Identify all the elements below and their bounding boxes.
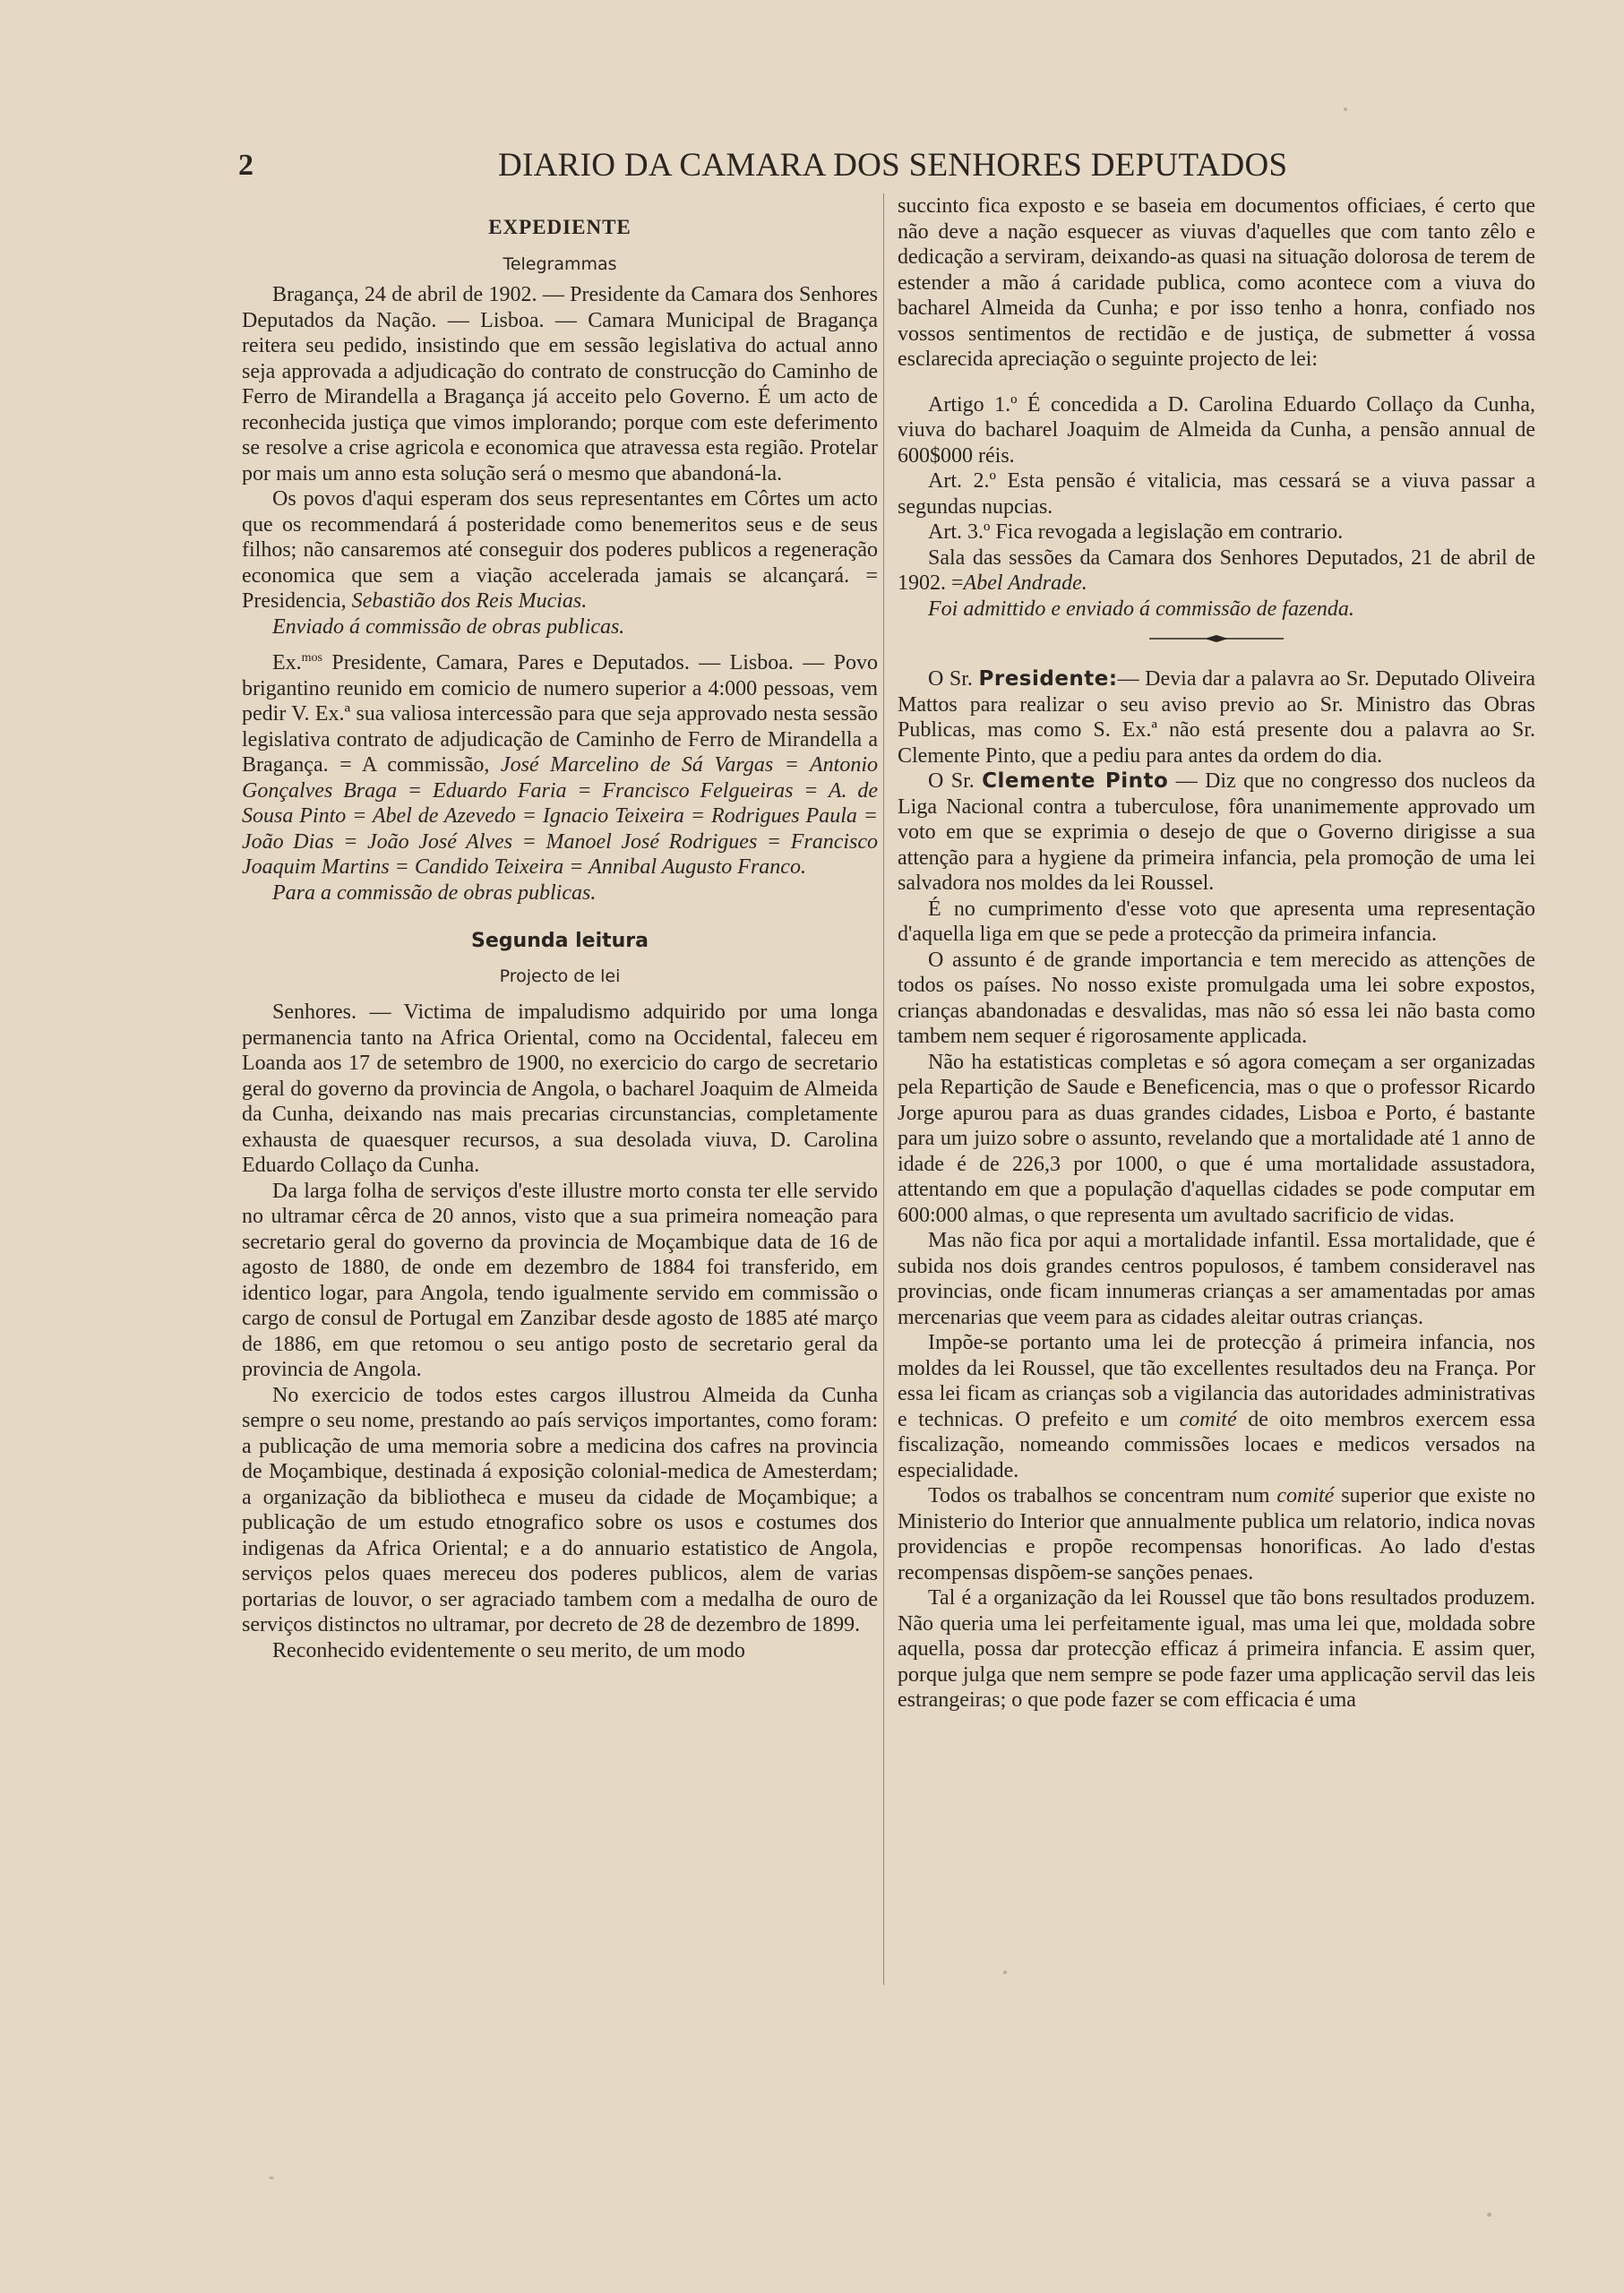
presidente-speech: O Sr. Presidente:— Devia dar a palavra ao Sr. Deputado Oliveira Mattos para realizar o seu aviso previo ao Sr. Ministro das Obras Publicas, mas como S. Ex.ª não está presente dou a palavra ao Sr. Clemente Pinto, que a pediu para antes da ordem do dia. xyxy=(898,667,1535,768)
sala-signature: Sala das sessões da Camara dos Senhores Deputados, 21 de abril de 1902. =Abel Andrade. xyxy=(898,545,1535,595)
subheading-telegrammas: Telegrammas xyxy=(503,253,617,274)
telegram-1-continued: Os povos d'aqui esperam dos seus representantes em Côrtes um acto que os recommendará á posteridade como benemeritos seus e de seus filhos; não cansaremos até conseguir dos poderes publicos a regeneração economica que sem a viação accelerada jamais se alcançará. = Presidencia, Sebastião dos Reis Mucias. xyxy=(242,487,878,613)
article-2: Art. 2.º Esta pensão é vitalicia, mas cessará se a viuva passar a segundas nupcias. xyxy=(898,469,1535,519)
telegram-1: Bragança, 24 de abril de 1902. — Presidente da Camara dos Senhores Deputados da Nação. — Lisboa. — Camara Municipal de Bragança reitera seu pedido, insistindo que em sessão legislativa do actual anno seja approvada a adjudicação do contrato de construcção do Caminho de Ferro de Mirandella a Bragança já acceito pelo Governo. É um acto de reconhecida justiça que vimos implorando; porque com este deferimento se resolve a crise agricola e economica que atravessa esta região. Protelar por mais um anno esta solução será o mesmo que abandoná-la. xyxy=(242,283,878,485)
telegram-1-destination: Enviado á commissão de obras publicas. xyxy=(272,614,625,639)
speech-paragraph-8: Tal é a organização da lei Roussel que tão bons resultados produzem. Não queria uma lei perfeitamente igual, mas uma lei que, moldada sobre aquella, possa dar protecção efficaz á primeira infancia. E assim quer, porque julga que nem sempre se pode fazer uma applicação servil das leis estrangeiras; o que pode fazer se com efficacia é uma xyxy=(898,1586,1535,1712)
projecto-paragraph-4: Reconhecido evidentemente o seu merito, de um modo xyxy=(272,1638,745,1662)
projecto-paragraph-1: Senhores. — Victima de impaludismo adquirido por uma longa permanencia tanto na Africa Oriental, como na Occidental, faleceu em Loanda aos 17 de setembro de 1900, no exercicio do cargo de secretario geral do governo da provincia de Angola, o bacharel Joaquim de Almeida da Cunha, deixando nas mais precarias circunstancias, completamente exhausta de quaesquer recursos, a sua desolada viuva, D. Carolina Eduardo Collaço da Cunha. xyxy=(242,1001,878,1177)
page-title: DIARIO DA CAMARA DOS SENHORES DEPUTADOS xyxy=(498,147,1288,184)
right-column xyxy=(898,193,1535,1713)
article-3: Art. 3.º Fica revogada a legislação em contrario. xyxy=(928,520,1344,544)
speech-paragraph-6: Impõe-se portanto uma lei de protecção á primeira infancia, nos moldes da lei Roussel, que tão excellentes resultados deu na França. Por essa lei ficam as crianças sob a vigilancia das autoridades administrativas e technicas. O prefeito e um comité de oito membros exercem essa fiscalização, nomeando commissões locaes e medicos versados na especialidade. xyxy=(898,1331,1536,1482)
speaker-clemente-pinto: Clemente Pinto xyxy=(982,769,1169,793)
left-column xyxy=(242,215,878,1663)
speech-paragraph-4: Não ha estatisticas completas e só agora começam a ser organizadas pela Repartição de Saude e Beneficencia, mas o que o professor Ricardo Jorge apurou para as duas grandes cidades, Lisboa e Porto, é bastante para um juizo sobre o assunto, revelando que a mortalidade até 1 anno de idade é de 226,3 por 1000, o que é uma mortalidade assustadora, attentando em que a população d'aquellas cidades se pode computar em 600:000 almas, o que representa um avultado sacrificio de vidas. xyxy=(898,1050,1535,1227)
telegram-2-destination: Para a commissão de obras publicas. xyxy=(272,880,597,905)
article-1: Artigo 1.º É concedida a D. Carolina Eduardo Collaço da Cunha, viuva do bacharel Joaquim de Almeida da Cunha, a pensão annual de 600$000 réis. xyxy=(898,392,1535,468)
speech-paragraph-2: É no cumprimento d'esse voto que apresenta uma representação d'aquella liga em que se pede a protecção da primeira infancia. xyxy=(898,897,1535,946)
speech-paragraph-5: Mas não fica por aqui a mortalidade infantil. Essa mortalidade, que é subida nos dois grandes centros populosos, é tambem consideravel nas provincias, onde ficam innumeras crianças a ser amamentadas por amas mercenarias que veem para as cidades aleitar outras crianças. xyxy=(898,1229,1535,1329)
paper-fleck xyxy=(1003,1971,1007,1974)
column-divider xyxy=(883,193,884,1985)
page-number: 2 xyxy=(238,149,253,182)
paper-fleck xyxy=(1487,2212,1491,2217)
admittido-note: Foi admittido e enviado á commissão de fazenda. xyxy=(928,597,1354,621)
clemente-pinto-speech: O Sr. Clemente Pinto — Diz que no congresso dos nucleos da Liga Nacional contra a tuberculose, fôra unanimemente approvado um voto em que se exprimia o desejo de que o Governo dirigisse a sua attenção para a hygiene da primeira infancia, pela promoção de uma lei salvadora nos moldes da lei Roussel. xyxy=(898,769,1535,895)
speech-paragraph-3: O assunto é de grande importancia e tem merecido as attenções de todos os países. No nosso existe promulgada uma lei sobre expostos, crianças abandonadas e desvalidas, mas não só essa lei não basta como tambem nem sequer é rigorosamente applicada. xyxy=(898,948,1535,1048)
projecto-paragraph-2: Da larga folha de serviços d'este illustre morto consta ter elle servido no ultramar cêrca de 20 annos, visto que a sua primeira nomeação para secretario geral do governo da provincia de Moçambique data de 16 de agosto de 1880, de onde em dezembro de 1884 foi transferido, em identico logar, para Angola, tendo igualmente servido em commissão o cargo de consul de Portugal em Zanzibar desde agosto de 1885 até março de 1886, em que retomou o seu antigo posto de secretario geral da provincia de Angola. xyxy=(242,1179,878,1381)
section-separator xyxy=(1149,634,1284,643)
projecto-paragraph-3: No exercicio de todos estes cargos illustrou Almeida da Cunha sempre o seu nome, prestando ao país serviços importantes, como foram: a publicação de uma memoria sobre a medicina dos cafres na provincia de Moçambique, destinada á exposição colonial-medica de Amesterdam; a organização da bibliotheca e museu da cidade de Moçambique; a publicação de um estudo etnografico sobre os usos e costumes dos indigenas da Africa Oriental; e a do annuario estatistico de Angola, serviços pelos quaes mereceu dos poderes publicos, alem de varias portarias de louvor, o ser agraciado tambem com a medalha de ouro de serviços distinctos no ultramar, por decreto de 28 de dezembro de 1899. xyxy=(242,1383,878,1636)
projecto-continuation: succinto fica exposto e se baseia em documentos officiaes, é certo que não deve a nação esquecer as viuvas d'aquelles que com tanto zêlo e dedicação a serviram, deixando-as quasi na situação dolorosa de terem de estender a mão á caridade publica, como acontece com a viuva do bacharel Almeida da Cunha; e por isso tenho a honra, confiado nos vossos sentimentos de rectidão e de justiça, de submetter á vossa esclarecida apreciação o seguinte projecto de lei: xyxy=(898,194,1535,371)
speech-paragraph-7: Todos os trabalhos se concentram num comité superior que existe no Ministerio do Interior que annualmente publica um relatorio, indica novas providencias e propõe recompensas honorificas. Ao lado d'estas recompensas dispõem-se sanções penaes. xyxy=(898,1484,1536,1584)
section-heading-expediente: EXPEDIENTE xyxy=(488,216,632,238)
telegram-2: Ex.$^{mos}$ Presidente, Camara, Pares e Deputados. — Lisboa. — Povo brigantino reunido em comicio de numero superior a 4:000 pessoas, vem pedir V. Ex.ª sua valiosa intercessão para que seja approvado nesta sessão legislativa contrato de adjudicação de Caminho de Ferro de Mirandella a Bragança. = A commissão, José Marcelino de Sá Vargas = Antonio Gonçalves Braga = Eduardo Faria = Francisco Felgueiras = A. de Sousa Pinto = Abel de Azevedo = Ignacio Teixeira = Rodrigues Paula = João Dias = João José Alves = Manoel José Rodrigues = Francisco Joaquim Martins = Candido Teixeira = Annibal Augusto Franco. xyxy=(242,651,879,879)
section-heading-segunda-leitura: Segunda leitura xyxy=(471,930,649,952)
paper-fleck xyxy=(573,1138,578,1142)
paper-fleck xyxy=(1344,107,1347,111)
subheading-projecto-de-lei: Projecto de lei xyxy=(499,966,621,986)
paper-fleck xyxy=(269,2177,274,2179)
speaker-presidente: Presidente: xyxy=(978,667,1118,691)
